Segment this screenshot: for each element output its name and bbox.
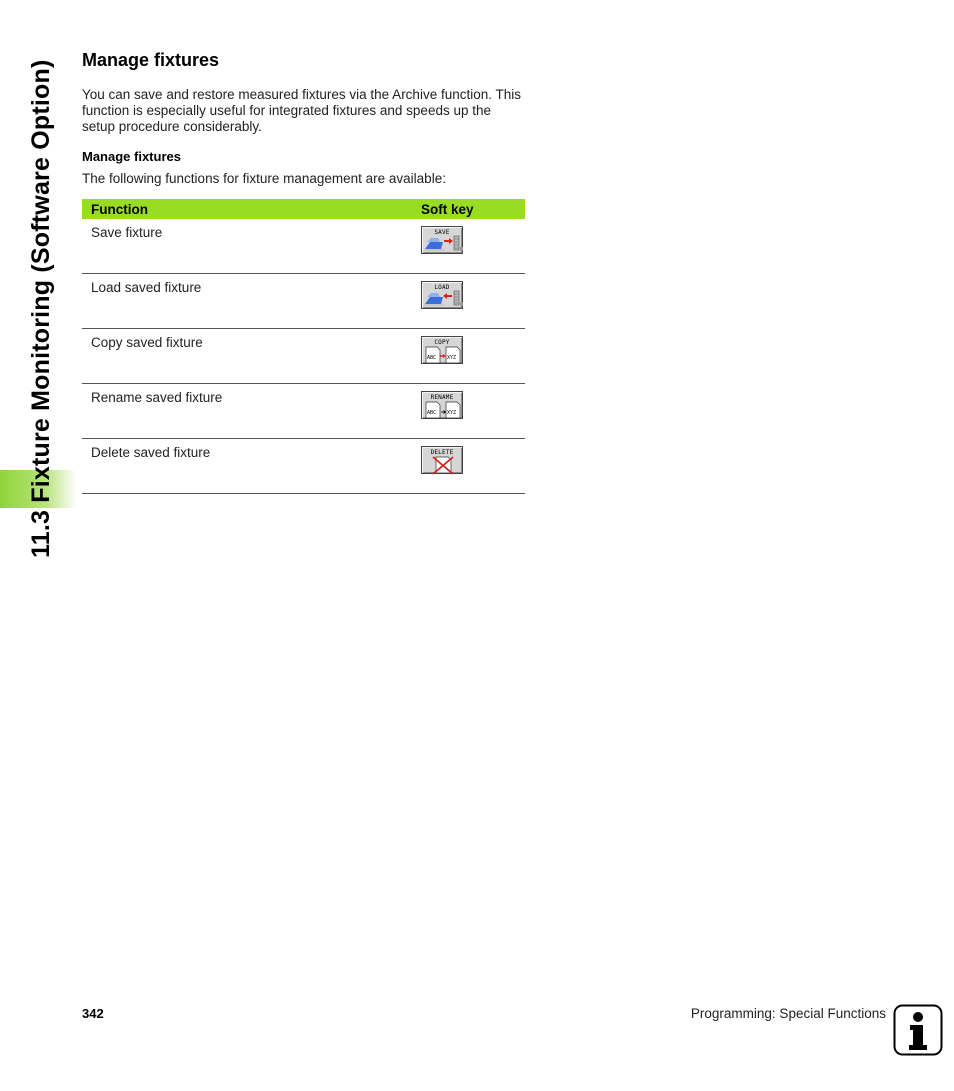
function-name: Copy saved fixture: [82, 329, 421, 384]
softkey-label: RENAME: [430, 394, 454, 401]
section-title: Manage fixtures: [82, 50, 220, 70]
header-function: Function: [82, 199, 421, 219]
chapter-side-title-text: 11.3 Fixture Monitoring (Software Option): [27, 59, 55, 558]
function-name: Rename saved fixture: [82, 384, 421, 439]
intro-paragraph: You can save and restore measured fixtures via the Archive function. This function is especially useful for integrated fixtures and speeds up the setup procedure considerably.: [82, 87, 521, 134]
softkey-label: SAVE: [434, 229, 450, 236]
main-content: [82, 49, 527, 494]
softkey-label: COPY: [434, 339, 450, 346]
softkey-label: DELETE: [430, 449, 454, 456]
table-row: [82, 219, 525, 274]
softkey-label: LOAD: [434, 284, 450, 291]
copy-from-name: ABC: [427, 355, 437, 361]
function-name: Delete saved fixture: [82, 439, 421, 494]
page-number: 342: [82, 1006, 104, 1021]
delete-softkey-icon: [422, 447, 464, 475]
rename-softkey-icon: [422, 392, 464, 420]
info-icon: [893, 1004, 943, 1056]
rename-from-name: ABC: [427, 410, 437, 416]
load-softkey-icon: [422, 282, 464, 310]
table-header-row: [82, 199, 525, 219]
load-softkey[interactable]: [421, 281, 463, 309]
rename-softkey[interactable]: [421, 391, 463, 419]
save-softkey[interactable]: [421, 226, 463, 254]
function-name: Load saved fixture: [82, 274, 421, 329]
save-softkey-icon: [422, 227, 464, 255]
function-table: [82, 199, 525, 494]
header-softkey: Soft key: [421, 199, 525, 219]
table-row: [82, 329, 525, 384]
table-row: [82, 384, 525, 439]
lead-paragraph: The following functions for fixture management are available:: [82, 171, 446, 186]
copy-softkey-icon: [422, 337, 464, 365]
copy-softkey[interactable]: [421, 336, 463, 364]
table-row: [82, 439, 525, 494]
footer-chapter: Programming: Special Functions: [690, 1006, 886, 1021]
function-name: Save fixture: [82, 219, 421, 274]
delete-softkey[interactable]: [421, 446, 463, 474]
rename-to-name: XYZ: [447, 410, 457, 416]
copy-to-name: XYZ: [447, 355, 457, 361]
subsection-title: Manage fixtures: [82, 149, 181, 164]
table-row: [82, 274, 525, 329]
